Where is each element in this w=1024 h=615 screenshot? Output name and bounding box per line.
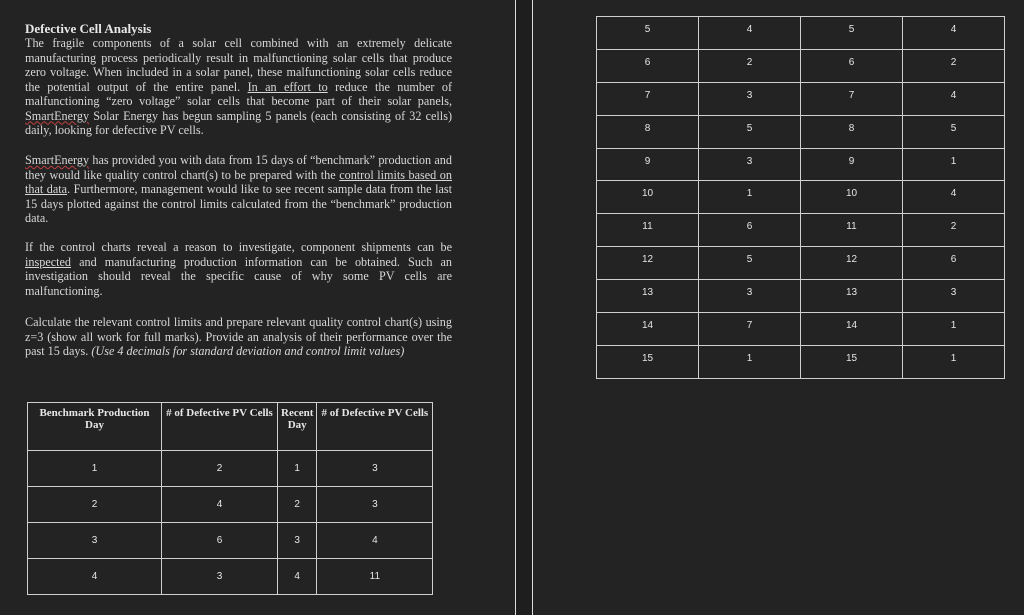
table-cell: 11: [597, 214, 699, 247]
table-header-row: [28, 403, 433, 451]
table-cell: 3: [278, 523, 317, 559]
table-cell: 4: [162, 487, 278, 523]
table-cell: 3: [317, 451, 433, 487]
table-cell: 10: [801, 181, 903, 214]
table-row: [597, 280, 1005, 313]
table-cell: 4: [278, 559, 317, 595]
table-cell: 1: [699, 181, 801, 214]
page-title: Defective Cell Analysis: [25, 21, 152, 36]
table-cell: 1: [903, 313, 1005, 346]
table-cell: 14: [597, 313, 699, 346]
table-cell: 2: [162, 451, 278, 487]
table-cell: 12: [597, 247, 699, 280]
table-cell: 5: [699, 115, 801, 148]
table-row: [597, 345, 1005, 378]
table-cell: 12: [801, 247, 903, 280]
col-header-defective-recent: # of Defective PV Cells: [317, 403, 433, 451]
table-cell: 4: [28, 559, 162, 595]
table-cell: 2: [903, 214, 1005, 247]
continued-data-table: [596, 16, 1005, 379]
table-cell: 3: [903, 280, 1005, 313]
col-header-defective-benchmark: # of Defective PV Cells: [162, 403, 278, 451]
table-cell: 1: [278, 451, 317, 487]
table-row: [28, 559, 433, 595]
table-row: [28, 451, 433, 487]
investigation-paragraph: If the control charts reveal a reason to investigate, component shipments can be inspected and manufacturing production information can be obtained. Such an investigation should reveal the specific cause of why some PV cells are malfunctioning.: [25, 240, 452, 298]
table-cell: 3: [699, 148, 801, 181]
table-cell: 7: [597, 82, 699, 115]
table-cell: 5: [903, 115, 1005, 148]
panel-divider-right: [532, 0, 533, 615]
table-cell: 4: [699, 17, 801, 50]
col-header-recent-day: Recent Day: [278, 403, 317, 451]
table-cell: 1: [28, 451, 162, 487]
table-cell: 6: [903, 247, 1005, 280]
table-cell: 2: [278, 487, 317, 523]
table-row: [597, 49, 1005, 82]
table-cell: 4: [903, 17, 1005, 50]
table-cell: 3: [162, 559, 278, 595]
table-cell: 6: [162, 523, 278, 559]
table-cell: 8: [597, 115, 699, 148]
panel-divider-left: [515, 0, 516, 615]
table-row: [597, 115, 1005, 148]
table-cell: 9: [801, 148, 903, 181]
table-cell: 7: [801, 82, 903, 115]
table-cell: 3: [699, 280, 801, 313]
table-cell: 1: [903, 148, 1005, 181]
table-cell: 13: [597, 280, 699, 313]
table-row: [597, 148, 1005, 181]
table-cell: 8: [801, 115, 903, 148]
benchmark-paragraph: SmartEnergy has provided you with data from 15 days of “benchmark” production and they would like quality control chart(s) to be prepared with the control limits based on that data. Furthermore, management would like to see recent sample data from the last 15 days plotted against the control limits calculated from the “benchmark” production data.: [25, 153, 453, 225]
table-cell: 11: [801, 214, 903, 247]
table-cell: 3: [699, 82, 801, 115]
table-row: [28, 487, 433, 523]
table-cell: 6: [699, 214, 801, 247]
table-cell: 7: [699, 313, 801, 346]
table-cell: 2: [699, 49, 801, 82]
table-cell: 14: [801, 313, 903, 346]
task-paragraph: Calculate the relevant control limits and prepare relevant quality control chart(s) using z=3 (show all work for full marks). Provide an analysis of their performance over the past 15 days. (Use 4 decimals for standard deviation and control limit values): [25, 315, 452, 358]
table-cell: 4: [903, 82, 1005, 115]
table-row: [597, 17, 1005, 50]
table-row: [597, 181, 1005, 214]
table-cell: 11: [317, 559, 433, 595]
table-cell: 6: [801, 49, 903, 82]
table-cell: 10: [597, 181, 699, 214]
table-cell: 6: [597, 49, 699, 82]
table-cell: 4: [317, 523, 433, 559]
table-row: [597, 247, 1005, 280]
table-cell: 4: [903, 181, 1005, 214]
table-cell: 3: [317, 487, 433, 523]
table-cell: 5: [801, 17, 903, 50]
benchmark-table: [27, 402, 433, 595]
intro-paragraph: The fragile components of a solar cell combined with an extremely delicate manufacturing process periodically result in malfunctioning solar cells that produce zero voltage. When included in a solar panel, these malfunctioning solar cells reduce the potential output of the entire panel. In an effort to reduce the number of malfunctioning “zero voltage” solar cells that become part of their solar panels, SmartEnergy Solar Energy has begun sampling 5 panels (each consisting of 32 cells) daily, looking for defective PV cells.: [25, 36, 453, 137]
table-cell: 3: [28, 523, 162, 559]
table-cell: 2: [28, 487, 162, 523]
table-row: [597, 313, 1005, 346]
col-header-benchmark-day: Benchmark Production Day: [28, 403, 162, 451]
table-cell: 15: [597, 345, 699, 378]
table-row: [28, 523, 433, 559]
table-cell: 1: [699, 345, 801, 378]
table-cell: 15: [801, 345, 903, 378]
table-row: [597, 82, 1005, 115]
table-row: [597, 214, 1005, 247]
table-cell: 2: [903, 49, 1005, 82]
table-cell: 13: [801, 280, 903, 313]
table-cell: 1: [903, 345, 1005, 378]
table-cell: 5: [597, 17, 699, 50]
table-cell: 5: [699, 247, 801, 280]
table-cell: 9: [597, 148, 699, 181]
